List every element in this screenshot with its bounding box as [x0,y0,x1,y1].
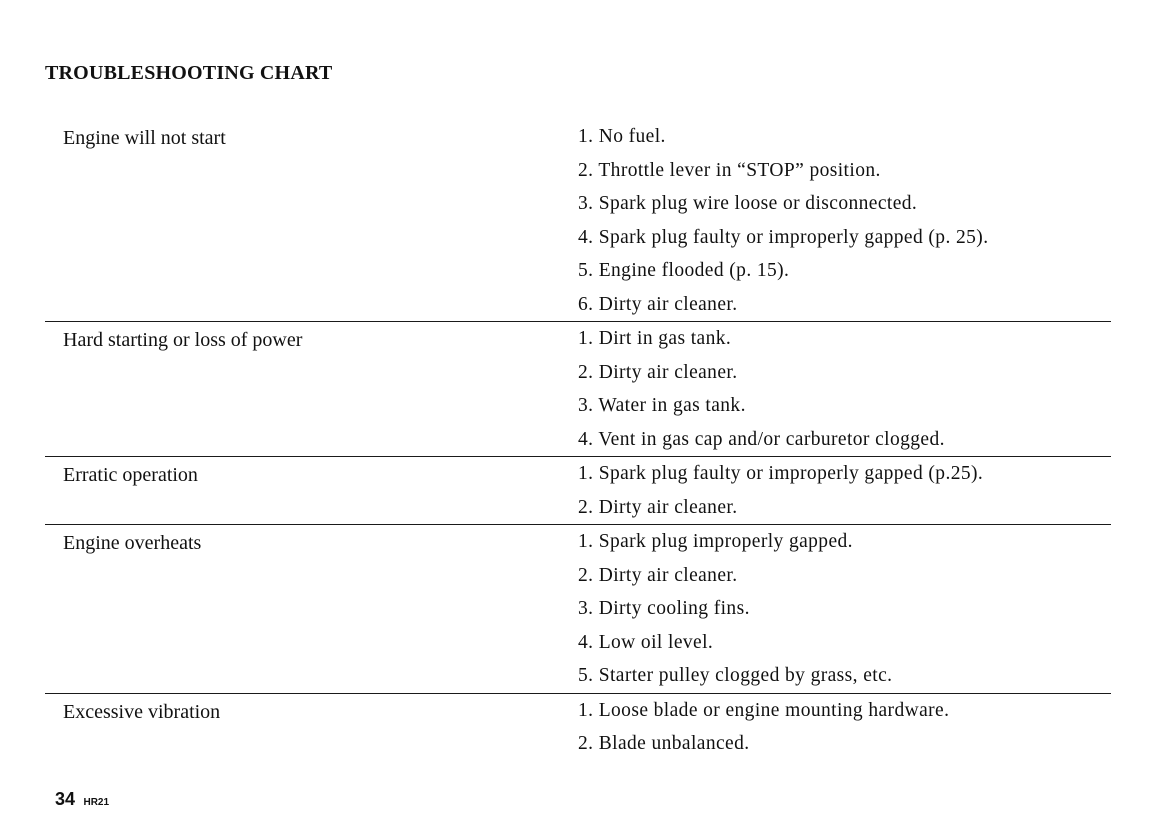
cause-text: Dirty air cleaner. [598,496,738,518]
cause-text: Spark plug faulty or improperly gapped (p.25). [598,463,984,484]
cause-item [578,559,892,593]
cause-item [578,389,945,423]
cause-item [578,322,945,356]
problem-section [45,694,1111,761]
cause-number: 1 . [578,126,599,147]
model-code: HR21 [83,797,110,808]
cause-item [578,254,988,288]
cause-number: 2 . [578,497,599,518]
problem-section [45,322,1111,457]
cause-text: Low oil level. [598,631,714,653]
cause-text: Dirty air cleaner. [598,564,738,586]
problem-label: Engine will not start [63,127,226,149]
cause-text: Dirty air cleaner. [598,293,738,315]
cause-text: Spark plug wire loose or disconnected. [598,193,918,214]
cause-item [578,120,988,154]
cause-item [578,356,945,390]
problem-section [45,120,1111,322]
cause-item [578,626,892,660]
cause-item [578,659,892,693]
problem-label: Erratic operation [63,464,198,486]
cause-text: Water in gas tank. [598,395,746,416]
cause-number: 1 . [578,328,599,349]
cause-text: Throttle lever in “STOP” position. [598,159,881,181]
cause-number: 2 . [578,565,599,586]
cause-list [560,457,983,524]
page-title: TROUBLESHOOTING CHART [45,62,333,84]
cause-item [578,187,988,221]
cause-item [578,288,988,322]
cause-number: 4 . [578,227,599,248]
cause-number: 4 . [578,632,599,653]
cause-text: Dirty air cleaner. [598,361,738,383]
cause-number: 5 . [578,665,599,686]
cause-text: Vent in gas cap and/or carburetor clogged. [598,428,945,450]
cause-text: Dirty cooling fins. [598,598,750,619]
cause-item [578,694,949,728]
problem-section [45,525,1111,694]
cause-item [578,423,945,457]
page-footer [55,789,109,810]
cause-item [578,727,949,761]
cause-text: Blade unbalanced. [598,733,750,754]
cause-item [578,592,892,626]
cause-list [560,694,949,761]
troubleshooting-table [45,120,1111,761]
cause-item [578,457,983,491]
cause-text: Loose blade or engine mounting hardware. [598,699,950,721]
cause-number: 5 . [578,260,599,281]
cause-list [560,120,988,321]
cause-number: 3 . [578,598,599,619]
page-number: 34 [55,789,76,809]
cause-number: 2 . [578,160,598,181]
cause-number: 3 . [578,193,599,214]
cause-item [578,525,892,559]
cause-list [560,525,892,693]
cause-text: Spark plug improperly gapped. [598,531,853,552]
cause-number: 2 . [578,362,599,383]
cause-text: Starter pulley clogged by grass, etc. [598,665,893,686]
cause-number: 2 . [578,733,599,754]
cause-item [578,154,988,188]
problem-section [45,457,1111,525]
cause-list [560,322,945,456]
cause-text: Dirt in gas tank. [598,328,732,349]
problem-label: Excessive vibration [63,700,221,723]
cause-number: 1 . [578,700,599,721]
cause-text: No fuel. [598,126,666,147]
cause-item [578,221,988,255]
cause-number: 1 . [578,531,599,552]
cause-number: 4 . [578,429,598,450]
problem-label: Engine overheats [63,532,202,554]
problem-label: Hard starting or loss of power [63,329,303,351]
cause-number: 3 . [578,395,598,416]
cause-number: 1 . [578,463,599,484]
cause-text: Spark plug faulty or improperly gapped (p. 25). [598,226,989,248]
cause-number: 6 . [578,294,599,315]
cause-item [578,491,983,525]
cause-text: Engine flooded (p. 15). [598,260,790,281]
